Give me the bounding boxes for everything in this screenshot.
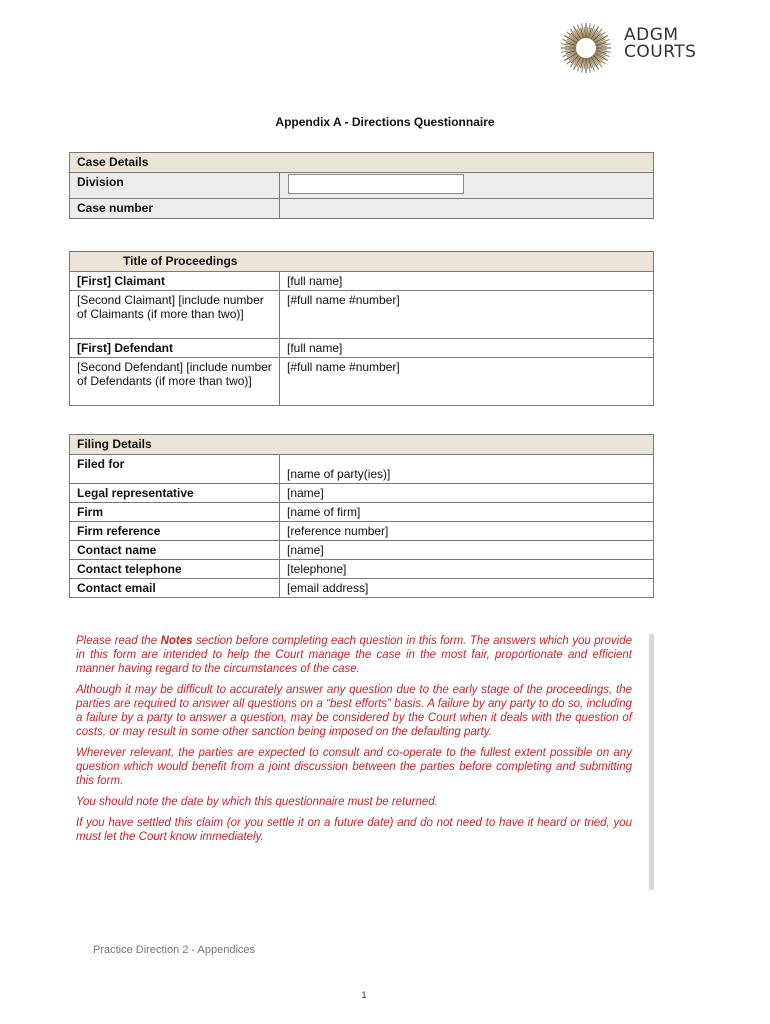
legal-representative-label: Legal representative <box>70 484 280 503</box>
contact-email-label: Contact email <box>70 579 280 598</box>
second-defendant-value[interactable]: [#full name #number] <box>280 358 654 406</box>
proceedings-header: Title of Proceedings <box>70 252 654 272</box>
first-defendant-value[interactable]: [full name] <box>280 339 654 358</box>
case-details-table <box>69 152 654 219</box>
second-claimant-value[interactable]: [#full name #number] <box>280 291 654 339</box>
table-row <box>70 579 654 598</box>
second-defendant-label: [Second Defendant] [include number of Defendants (if more than two)] <box>70 358 280 406</box>
division-label: Division <box>70 173 280 199</box>
division-cell <box>280 173 654 199</box>
first-claimant-label: [First] Claimant <box>70 272 280 291</box>
page-number: 1 <box>361 990 367 1000</box>
contact-telephone-value[interactable]: [telephone] <box>280 560 654 579</box>
notes-link[interactable]: Notes <box>160 635 193 647</box>
contact-name-value[interactable]: [name] <box>280 541 654 560</box>
table-row <box>70 455 654 484</box>
instructions-box <box>69 632 654 890</box>
table-row <box>70 522 654 541</box>
instructions-paragraph-4: You should note the date by which this questionnaire must be returned. <box>76 796 438 808</box>
filing-details-table <box>69 434 654 598</box>
second-claimant-label: [Second Claimant] [include number of Claimants (if more than two)] <box>70 291 280 339</box>
logo-line-1: ADGM <box>624 25 679 45</box>
filing-details-header: Filing Details <box>70 435 654 455</box>
proceedings-table <box>69 251 654 406</box>
firm-reference-value[interactable]: [reference number] <box>280 522 654 541</box>
logo-line-2: COURTS <box>624 42 697 62</box>
division-input[interactable] <box>288 174 464 194</box>
filed-for-label: Filed for <box>70 455 280 484</box>
instructions-paragraph-3: Wherever relevant, the parties are expected to consult and co-operate to the fullest extent possible on any question which would benefit from a joint discussion between the parties before completing and submitting this form. <box>76 747 632 787</box>
sunburst-icon <box>560 22 612 74</box>
contact-email-value[interactable]: [email address] <box>280 579 654 598</box>
contact-telephone-label: Contact telephone <box>70 560 280 579</box>
legal-representative-value[interactable]: [name] <box>280 484 654 503</box>
instructions-paragraph-2: Although it may be difficult to accurately answer any question due to the early stage of the proceedings, the parties are required to answer all questions on a “best efforts” basis. A failure by any party to do so, including a failure by a party to answer a question, may be considered by the Court when it deals with the question of costs, or may result in some other sanction being imposed on the defaulting party. <box>76 684 632 738</box>
firm-label: Firm <box>70 503 280 522</box>
instructions-paragraph-1: Please read the Notes section before completing each question in this form. The answers which you provide in this form are intended to help the Court manage the case in the most fair, proportionate and efficient manner having regard to the circumstances of the case. <box>76 635 632 675</box>
firm-value[interactable]: [name of firm] <box>280 503 654 522</box>
adgm-courts-logo <box>560 22 700 74</box>
firm-reference-label: Firm reference <box>70 522 280 541</box>
case-number-label: Case number <box>70 199 280 219</box>
contact-name-label: Contact name <box>70 541 280 560</box>
table-row <box>70 541 654 560</box>
logo-text <box>624 27 696 61</box>
first-claimant-value[interactable]: [full name] <box>280 272 654 291</box>
case-details-header: Case Details <box>70 153 654 173</box>
first-defendant-label: [First] Defendant <box>70 339 280 358</box>
filed-for-value[interactable]: [name of party(ies)] <box>280 455 654 484</box>
table-row <box>70 503 654 522</box>
table-row <box>70 484 654 503</box>
page-footer: Practice Direction 2 - Appendices <box>93 944 256 956</box>
page-title: Appendix A - Directions Questionnaire <box>275 115 495 129</box>
instructions-paragraph-5: If you have settled this claim (or you settle it on a future date) and do not need to have it heard or tried, you must let the Court know immediately. <box>76 817 632 843</box>
table-row <box>70 560 654 579</box>
case-number-field[interactable] <box>280 199 654 219</box>
instructions-scrollbar[interactable] <box>649 634 654 890</box>
